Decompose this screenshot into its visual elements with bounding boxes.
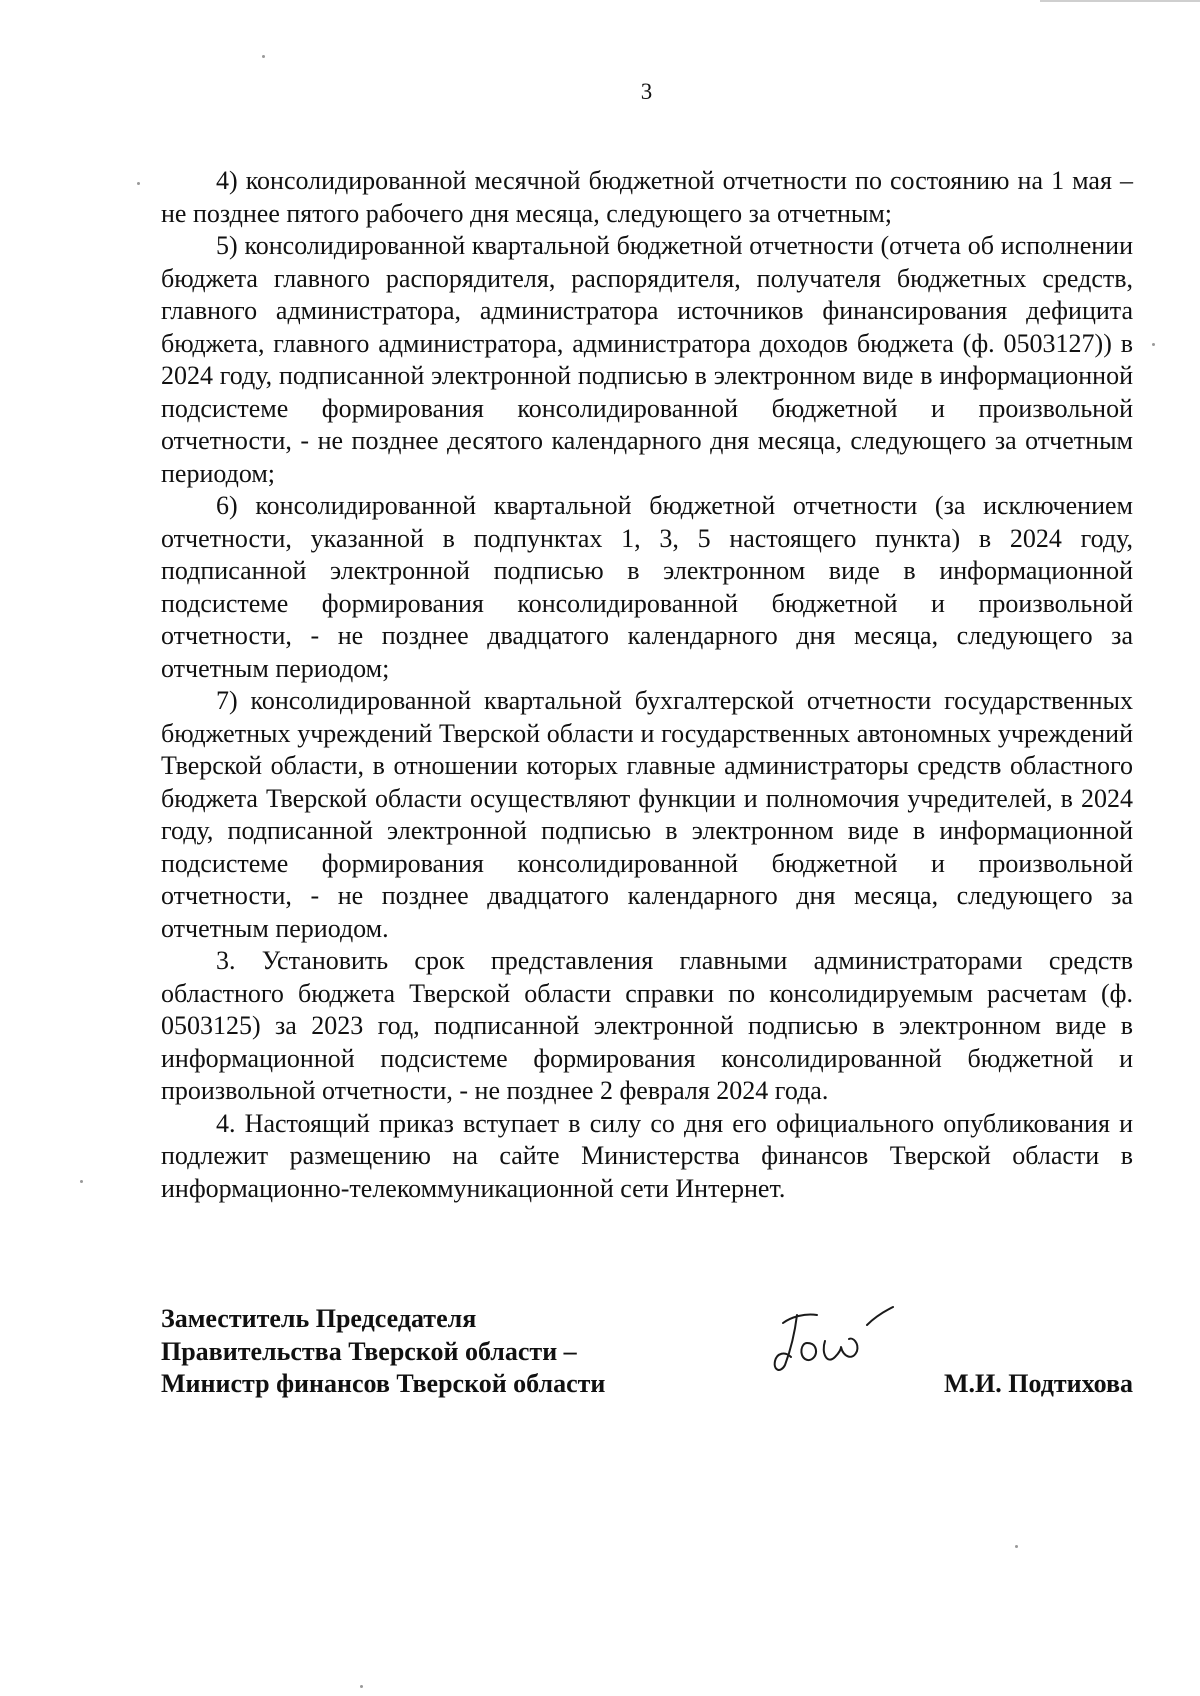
paragraph-item-7: 7) консолидированной квартальной бухгалтерской отчетности государственных бюджетных учреждений Тверской области и государственных автономных учреждений Тверской области, в отношении которых главные администраторы средств областного бюджета Тверской области осуществляют функции и полномочия учредителей, в 2024 году, подписанной электронной подписью в электронном виде в информационной подсистеме формирования консолидированной бюджетной и произвольной отчетности, - не позднее двадцатого календарного дня месяца, следующего за отчетным периодом. [161, 686, 1133, 943]
signer-title [161, 1303, 605, 1401]
paragraph-item-6: 6) консолидированной квартальной бюджетной отчетности (за исключением отчетности, указанной в подпунктах 1, 3, 5 настоящего пункта) в 2024 году, подписанной электронной подписью в электронном виде в информационной подсистеме формирования консолидированной бюджетной и произвольной отчетности, - не позднее двадцатого календарного дня месяца, следующего за отчетным периодом; [161, 491, 1133, 683]
paragraph-clause-4: 4. Настоящий приказ вступает в силу со дня его официального опубликования и подлежит размещению на сайте Министерства финансов Тверской области в информационно-телекоммуникационной сети Интернет. [161, 1108, 1133, 1203]
document-body [161, 165, 1133, 1205]
paragraph-item-4: 4) консолидированной месячной бюджетной отчетности по состоянию на 1 мая – не позднее пятого рабочего дня месяца, следующего за отчетным; [161, 166, 1133, 228]
signer-title-line: Министр финансов Тверской области [161, 1369, 606, 1398]
scan-speck [360, 1685, 363, 1688]
scan-speck [137, 182, 140, 185]
scan-edge-artifact [1040, 0, 1200, 2]
scan-speck [80, 1180, 83, 1183]
signer-title-line: Правительства Тверской области – [161, 1336, 577, 1366]
handwritten-signature [761, 1291, 901, 1386]
signature-block [161, 1303, 1133, 1413]
page-number: 3 [640, 79, 653, 104]
paragraph-clause-3: 3. Установить срок представления главными администраторами средств областного бюджета Тверской области справки по консолидируемым расчетам (ф. 0503125) за 2023 год, подписанной электронной подписью в электронном виде в информационной подсистеме формирования консолидированной бюджетной и произвольной отчетности, - не позднее 2 февраля 2024 года. [161, 946, 1133, 1105]
scan-speck [262, 55, 265, 58]
signer-name: М.И. Подтихова [943, 1369, 1133, 1398]
scan-speck [1015, 1545, 1018, 1548]
signer-title-line: Заместитель Председателя [161, 1304, 477, 1333]
paragraph-item-5: 5) консолидированной квартальной бюджетной отчетности (отчета об исполнении бюджета главного распорядителя, распорядителя, получателя бюджетных средств, главного администратора, администратора источников финансирования дефицита бюджета, главного администратора, администратора доходов бюджета (ф. 0503127)) в 2024 году, подписанной электронной подписью в электронном виде в информационной подсистеме формирования консолидированной бюджетной и произвольной отчетности, - не позднее десятого календарного дня месяца, следующего за отчетным периодом; [161, 231, 1133, 488]
scan-speck [1152, 343, 1155, 346]
